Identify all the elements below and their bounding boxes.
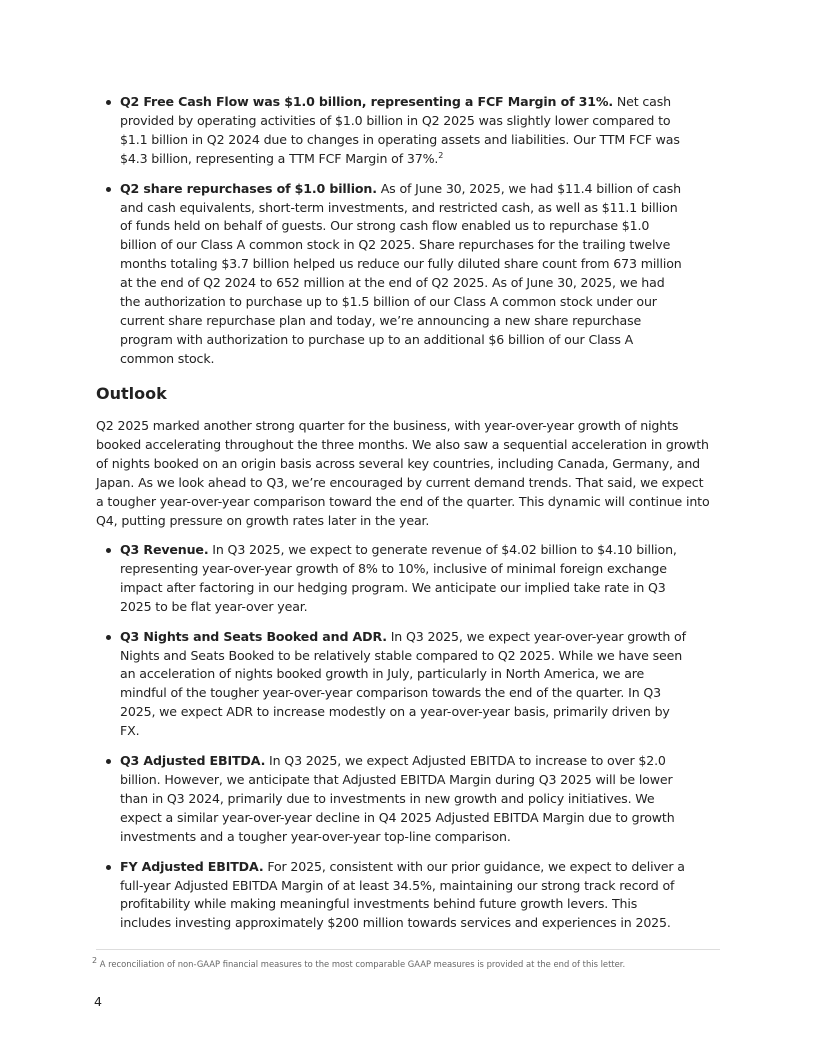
bullet-lead: FY Adjusted EBITDA.	[120, 858, 264, 874]
list-item-fy-adjusted-ebitda	[106, 858, 686, 934]
bullet-lead: Q3 Nights and Seats Booked and ADR.	[120, 628, 387, 644]
outlook-paragraph: Q2 2025 marked another strong quarter for the business, with year-over-year growth of nights booked accelerating throughout the three months. We also saw a sequential acceleration in growth of nights booked on an origin basis across several key countries, including Canada, Germany, and Japan. As we look ahead to Q3, we’re encouraged by current demand trends. That said, we expect a tougher year-over-year comparison toward the end of the quarter. This dynamic will continue into Q4, putting pressure on growth rates later in the year.	[96, 418, 710, 528]
bullet-text: In Q3 2025, we expect year-over-year growth of Nights and Seats Booked to be relatively stable compared to Q2 2025. While we have seen an acceleration of nights booked growth in July, particularly in North America, we are mindful of the tougher year-over-year comparison towards the end of the quarter. In Q3 2025, we expect ADR to increase modestly on a year-over-year basis, primarily driven by FX.	[120, 628, 686, 739]
list-item-q3-nights-adr	[106, 628, 686, 741]
bullet-lead: Q2 Free Cash Flow was $1.0 billion, representing a FCF Margin of 31%.	[120, 94, 614, 109]
bullet-text: For 2025, consistent with our prior guidance, we expect to deliver a full-year Adjusted EBITDA Margin of at least 34.5%, maintaining our strong track record of profitability while making meaningful investments behind future growth levers. This includes investing approximately $200 million towards services and experiences in 2025.	[120, 858, 685, 931]
bullet-text: In Q3 2025, we expect to generate revenue of $4.02 billion to $4.10 billion, representing year-over-year growth of 8% to 10%, inclusive of minimal foreign exchange impact after factoring in our hedging program. We anticipate our implied take rate in Q3 2025 to be flat year-over year.	[120, 542, 677, 614]
bullet-text: Net cash provided by operating activities of $1.0 billion in Q2 2025 was slightly lower compared to $1.1 billion in Q2 2024 due to changes in operating assets and liabilities. Our TTM FCF was $4.3 billion, representing a TTM FCF Margin of 37%.	[120, 94, 680, 166]
list-item-share-repurchases	[106, 180, 686, 369]
footnote	[92, 956, 732, 970]
footnote-marker: 2	[92, 956, 98, 966]
footnote-divider	[96, 949, 720, 950]
bullet-lead: Q3 Adjusted EBITDA.	[120, 753, 266, 769]
outlook-list	[106, 541, 686, 933]
financial-highlights-list	[106, 93, 686, 369]
section-heading-outlook: Outlook	[96, 384, 167, 403]
bullet-text: As of June 30, 2025, we had $11.4 billion of cash and cash equivalents, short-term investments, and restricted cash, as well as $11.1 billion of funds held on behalf of guests. Our strong cash flow enabled us to repurchase $1.0 billion of our Class A common stock in Q2 2025. Share repurchases for the trailing twelve months totaling $3.7 billion helped us reduce our fully diluted share count from 673 million at the end of Q2 2024 to 652 million at the end of Q2 2025. As of June 30, 2025, we had the authorization to purchase up to $1.5 billion of our Class A common stock under our current share repurchase plan and today, we’re announcing a new share repurchase program with authorization to purchase up to an additional $6 billion of our Class A common stock.	[120, 180, 682, 366]
page-number: 4	[94, 994, 103, 1009]
bullet-text: In Q3 2025, we expect Adjusted EBITDA to increase to over $2.0 billion. However, we anticipate that Adjusted EBITDA Margin during Q3 2025 will be lower than in Q3 2024, primarily due to investments in new growth and policy initiatives. We expect a similar year-over-year decline in Q4 2025 Adjusted EBITDA Margin due to growth investments and a tougher year-over-year top-line comparison.	[120, 753, 675, 844]
list-item-q3-adjusted-ebitda	[106, 752, 686, 847]
bullet-lead: Q2 share repurchases of $1.0 billion.	[120, 180, 377, 196]
list-item-free-cash-flow	[106, 93, 686, 169]
list-item-q3-revenue	[106, 541, 686, 617]
bullet-lead: Q3 Revenue.	[120, 542, 209, 557]
footnote-text: A reconciliation of non-GAAP financial measures to the most comparable GAAP measures is provided at the end of this letter.	[97, 959, 626, 969]
footnote-ref: 2	[438, 150, 444, 160]
